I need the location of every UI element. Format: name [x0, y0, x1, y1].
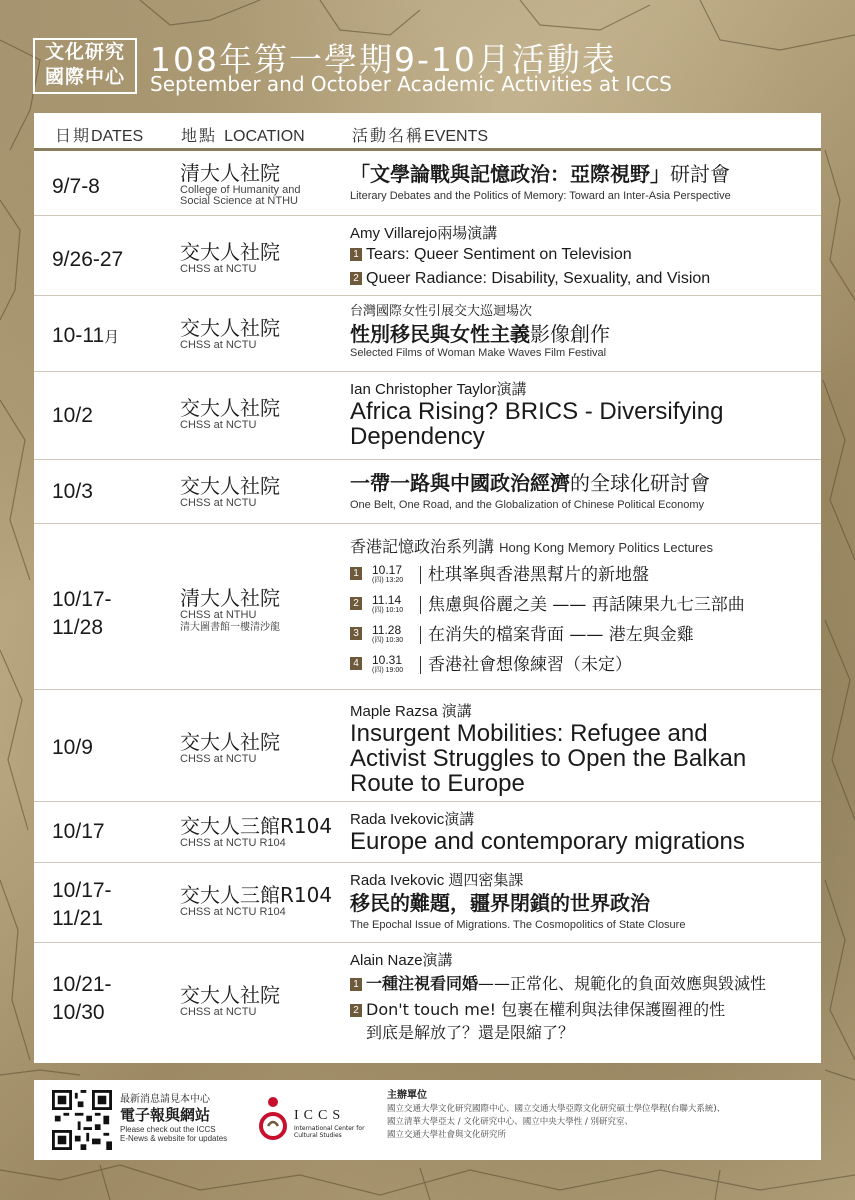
event-location: [180, 883, 332, 918]
column-header-location: [181, 123, 305, 146]
date-unit: 月: [104, 328, 120, 346]
event-location: [180, 474, 280, 509]
event-title-rest: 研討會: [670, 162, 730, 186]
number-badge: 1: [350, 248, 362, 261]
series-title-zh: 香港記憶政治系列講: [350, 537, 495, 556]
lecture-day: 10.17: [372, 563, 403, 577]
footer: [34, 1080, 821, 1160]
lecture-title-line2: 到底是解放了？還是限縮了？: [366, 1023, 575, 1042]
event-location: [180, 316, 280, 351]
event-detail: [350, 951, 811, 1044]
news-line2: 電子報與網站: [120, 1106, 211, 1124]
location-zh: 交大人社院: [180, 474, 280, 498]
page-subtitle: September and October Academic Activities at ICCS: [150, 72, 672, 96]
location-en: CHSS at NCTU R104: [180, 837, 286, 849]
separator: [420, 596, 421, 614]
event-date: [52, 586, 112, 642]
news-line3: Please check out the ICCS: [120, 1125, 216, 1134]
lecture-item: [350, 564, 810, 590]
event-detail: [350, 702, 811, 796]
event-row: [34, 296, 821, 372]
location-en: CHSS at NCTU: [180, 339, 257, 351]
lecture-title-line1: Don't touch me! 包裹在權利與法律保護圈裡的性: [366, 1000, 726, 1019]
event-date: 10/17: [52, 820, 105, 843]
event-row: [34, 372, 821, 460]
page-title: 108年第一學期9-10月活動表: [150, 40, 617, 79]
event-title: [350, 321, 811, 347]
date-end: 11/21: [52, 907, 103, 930]
lecture-item: [350, 267, 811, 291]
event-subtitle-en: Literary Debates and the Politics of Memory: Toward an Inter-Asia Perspective: [350, 190, 731, 202]
number-badge: 2: [350, 1004, 362, 1017]
number-badge: 1: [350, 978, 362, 991]
location-zh: 交大人社院: [180, 240, 280, 264]
event-title-rest: 的全球化研討會: [570, 471, 710, 495]
lecture-title-bold: 一種注視看同婚: [366, 974, 479, 993]
location-en: CHSS at NTHU: [180, 609, 257, 621]
column-location-en: LOCATION: [224, 128, 305, 145]
event-prefix: 台灣國際女性引展交大巡迴場次: [350, 304, 533, 319]
lecture-time: (四) 10:10: [372, 607, 404, 614]
column-header-date: [55, 123, 143, 146]
location-en: CHSS at NCTU: [180, 419, 257, 431]
column-location-zh: 地點: [181, 126, 218, 145]
location-zh: 交大人社院: [180, 983, 280, 1007]
lecture-item: [350, 243, 811, 267]
location-en: CHSS at NCTU: [180, 263, 257, 275]
event-date: 9/7-8: [52, 175, 100, 198]
lecture-item: [350, 970, 811, 998]
lecture-date: [372, 654, 403, 675]
event-row: [34, 943, 821, 1062]
lecture-item: [350, 594, 810, 620]
event-detail: [350, 810, 811, 854]
location-zh: 清大人社院: [180, 586, 280, 610]
date-range: 10-11: [52, 324, 105, 347]
number-badge: 1: [350, 567, 362, 580]
number-badge: 4: [350, 657, 362, 670]
event-detail: [350, 224, 811, 291]
event-row: [34, 690, 821, 802]
event-title-bold: 一帶一路與中國政治經濟: [350, 471, 570, 495]
event-location: [180, 240, 280, 275]
location-zh: 交大人社院: [180, 316, 280, 340]
event-detail: [350, 871, 811, 931]
event-title-line1: Insurgent Mobilities: Refugee and: [350, 720, 708, 747]
organizer-line: 國立交通大學文化研究國際中心、國立交通大學亞際文化研究碩士學位學程(台聯大系統)、: [387, 1104, 726, 1114]
lecture-time: (四) 10:30: [372, 637, 404, 644]
event-date: 10/2: [52, 404, 93, 427]
lecture-date: [372, 624, 403, 645]
column-date-en: DATES: [91, 128, 144, 145]
lecture-day: 10.31: [372, 653, 403, 667]
column-header-events: [352, 123, 488, 146]
location-zh: 交大人社院: [180, 730, 280, 754]
center-name-line2: 國際中心: [44, 66, 125, 88]
event-row: [34, 802, 821, 863]
location-zh: 交大人三館R104: [180, 814, 333, 838]
lecture-title: 香港社會想像練習（未定）: [428, 655, 632, 675]
logo-subtitle-line1: International Center for: [294, 1125, 365, 1132]
number-badge: 2: [350, 272, 362, 285]
lecture-item: [350, 998, 811, 1022]
lecture-title: 焦慮與俗麗之美 —— 再話陳果九七三部曲: [428, 595, 745, 615]
location-zh: 清大人社院: [180, 161, 280, 185]
event-speaker: Alain Naze演講: [350, 952, 453, 969]
event-location: [180, 586, 280, 635]
number-badge: 3: [350, 627, 362, 640]
event-title-bold: 「文學論戰與記憶政治：亞際視野」: [350, 162, 670, 186]
logo-text: ICCS: [294, 1108, 346, 1123]
center-logo-box: [33, 38, 137, 94]
news-line4: E-News & website for updates: [120, 1134, 228, 1143]
event-title-line2: Dependency: [350, 423, 485, 450]
location-en: CHSS at NCTU: [180, 1006, 257, 1018]
event-title-bold: 移民的難題，疆界閉鎖的世界政治: [350, 891, 650, 915]
event-date: [52, 877, 112, 933]
lecture-date: [372, 564, 403, 585]
location-en-line1: College of Humanity and: [180, 184, 301, 196]
location-zh: 交大人三館R104: [180, 883, 333, 907]
logo-subtitle: [294, 1125, 365, 1139]
organizer-line: 國立交通大學社會與文化研究所: [387, 1130, 507, 1140]
lecture-title: 在消失的檔案背面 —— 港左與金雞: [428, 625, 694, 645]
event-title-line1: Africa Rising? BRICS - Diversifying: [350, 398, 724, 425]
event-title: Europe and contemporary migrations: [350, 828, 745, 855]
lecture-date: [372, 594, 403, 615]
lecture-item: [350, 654, 810, 680]
event-date: 9/26-27: [52, 248, 124, 271]
column-date-zh: 日期: [55, 126, 92, 145]
event-speaker: Amy Villarejo兩場演講: [350, 225, 498, 242]
date-start: 10/21-: [52, 973, 112, 996]
event-speaker: Maple Razsa 演講: [350, 703, 472, 720]
event-row: [34, 216, 821, 296]
separator: [420, 626, 421, 644]
event-title: [350, 470, 811, 496]
event-date: [52, 322, 119, 351]
event-subtitle-en: Selected Films of Woman Make Waves Film Festival: [350, 347, 607, 359]
event-location: [180, 730, 280, 765]
date-start: 10/17-: [52, 588, 112, 611]
event-title-line2: Activist Struggles to Open the Balkan: [350, 745, 747, 772]
lecture-time: (四) 13:20: [372, 577, 404, 584]
news-line1: 最新消息請見本中心: [120, 1094, 210, 1105]
event-detail: [350, 303, 811, 359]
number-badge: 2: [350, 597, 362, 610]
organizers: [387, 1088, 817, 1142]
lecture-day: 11.14: [372, 593, 402, 607]
event-row: [34, 863, 821, 943]
event-date: [52, 971, 112, 1027]
event-detail: [350, 470, 811, 511]
location-zh: 交大人社院: [180, 396, 280, 420]
event-detail: [350, 534, 811, 684]
series-title-en: Hong Kong Memory Politics Lectures: [499, 540, 713, 555]
event-row: [34, 524, 821, 690]
location-en: CHSS at NCTU: [180, 497, 257, 509]
lecture-title: 杜琪峯與香港黑幫片的新地盤: [428, 565, 649, 585]
event-date: 10/3: [52, 480, 93, 503]
iccs-logo-icon: [256, 1096, 290, 1140]
organizers-heading: 主辦單位: [387, 1090, 427, 1101]
event-location: [180, 161, 300, 207]
event-location: [180, 983, 280, 1018]
lecture-day: 11.28: [372, 623, 402, 637]
lecture-title-rest: ——正常化、規範化的負面效應與毀滅性: [478, 974, 767, 993]
lecture-item: [350, 624, 810, 650]
event-row: [34, 460, 821, 524]
event-location: [180, 814, 332, 849]
organizer-line: 國立清華大學亞太 / 文化研究中心、國立中央大學性 / 別研究室、: [387, 1117, 634, 1127]
news-info: [120, 1090, 227, 1143]
event-speaker: Ian Christopher Taylor演講: [350, 381, 527, 398]
event-title-bold: 性別移民與女性主義: [350, 322, 530, 346]
column-events-zh: 活動名稱: [352, 126, 425, 145]
event-detail: [350, 380, 811, 449]
center-name-line1: 文化研究: [44, 41, 125, 63]
date-start: 10/17-: [52, 879, 112, 902]
lecture-time: (四) 19:00: [372, 667, 404, 674]
location-en-line2: Social Science at NTHU: [180, 195, 298, 207]
location-venue: 清大圖書館一樓清沙龍: [180, 622, 280, 633]
location-en: CHSS at NCTU R104: [180, 906, 286, 918]
separator: [420, 656, 421, 674]
lecture-title: Queer Radiance: Disability, Sexuality, and Vision: [366, 270, 711, 287]
event-title-rest: 影像創作: [530, 322, 610, 346]
qr-code-icon[interactable]: [52, 1090, 112, 1150]
date-end: 11/28: [52, 616, 103, 639]
event-title: [350, 161, 811, 187]
event-detail: [350, 161, 811, 202]
logo-subtitle-line2: Cultural Studies: [294, 1132, 342, 1139]
event-title-line3: Route to Europe: [350, 770, 525, 797]
series-title: [350, 534, 811, 557]
event-date: 10/9: [52, 736, 93, 759]
event-subtitle-en: The Epochal Issue of Migrations. The Cosmopolitics of State Closure: [350, 919, 686, 931]
column-events-en: EVENTS: [424, 128, 489, 145]
event-title: [350, 890, 811, 916]
event-speaker: Rada Ivekovic 週四密集課: [350, 872, 524, 889]
date-end: 10/30: [52, 1001, 105, 1024]
location-en: CHSS at NCTU: [180, 753, 257, 765]
event-speaker: Rada Ivekovic演講: [350, 811, 475, 828]
lecture-title: Tears: Queer Sentiment on Television: [366, 246, 632, 263]
event-location: [180, 396, 280, 431]
separator: [420, 566, 421, 584]
event-subtitle-en: One Belt, One Road, and the Globalization of Chinese Political Economy: [350, 499, 705, 511]
event-row: [34, 151, 821, 216]
